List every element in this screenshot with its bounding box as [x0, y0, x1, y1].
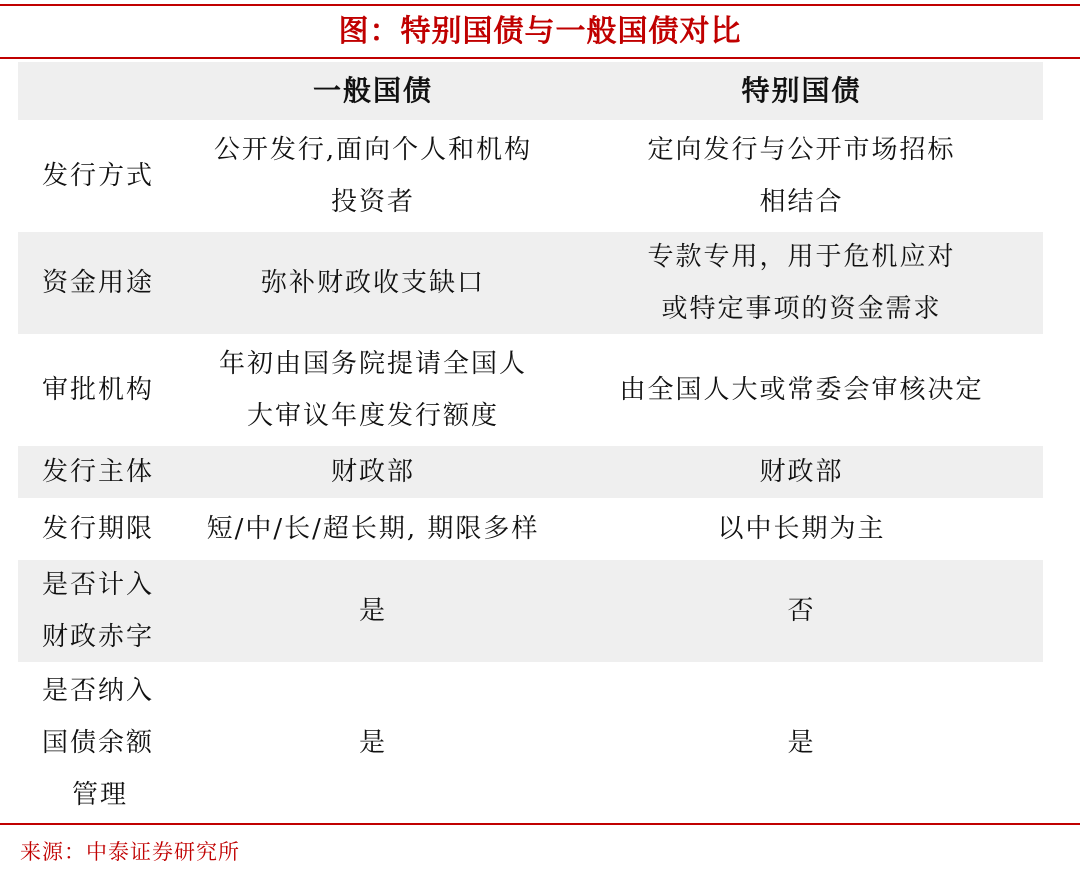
general-cell: 短/中/长/超长期, 期限多样 — [206, 514, 540, 544]
row-label: 发行期限 — [42, 514, 155, 544]
figure-title: 图：特别国债与一般国债对比 — [338, 14, 742, 49]
general-cell: 财政部 — [330, 457, 415, 487]
general-cell: 年初由国务院提请全国人 大审议年度发行额度 — [218, 349, 527, 431]
row-label: 是否纳入 国债余额 管理 — [42, 676, 155, 810]
table-row — [18, 560, 1043, 662]
special-cell: 专款专用，用于危机应对 或特定事项的资金需求 — [647, 242, 956, 324]
table-row — [18, 125, 1043, 227]
special-cell: 财政部 — [759, 457, 844, 487]
table-header-row — [18, 62, 1043, 120]
general-cell: 是 — [358, 596, 387, 626]
header-cell-special: 特别国债 — [741, 74, 862, 107]
bottom-divider — [0, 823, 1080, 825]
header-cell-general: 一般国债 — [312, 74, 433, 107]
special-cell: 否 — [787, 596, 816, 626]
special-cell: 是 — [787, 728, 816, 758]
row-label: 发行方式 — [42, 161, 155, 191]
table-row — [18, 667, 1043, 819]
general-cell: 弥补财政收支缺口 — [260, 268, 485, 298]
general-cell: 公开发行,面向个人和机构 投资者 — [213, 135, 533, 217]
table-row — [18, 503, 1043, 555]
table-row — [18, 339, 1043, 441]
source-note: 来源：中泰证券研究所 — [20, 840, 240, 864]
general-cell: 是 — [358, 728, 387, 758]
special-cell: 定向发行与公开市场招标 相结合 — [647, 135, 956, 217]
title-divider — [0, 57, 1080, 59]
row-label: 是否计入 财政赤字 — [42, 570, 155, 652]
table-row — [18, 232, 1043, 334]
top-accent-line — [0, 4, 1080, 6]
comparison-table — [18, 62, 1043, 819]
row-label: 资金用途 — [42, 268, 155, 298]
row-label: 发行主体 — [42, 457, 155, 487]
table-row — [18, 446, 1043, 498]
row-label: 审批机构 — [42, 375, 155, 405]
special-cell: 由全国人大或常委会审核决定 — [619, 375, 984, 405]
special-cell: 以中长期为主 — [717, 514, 886, 544]
